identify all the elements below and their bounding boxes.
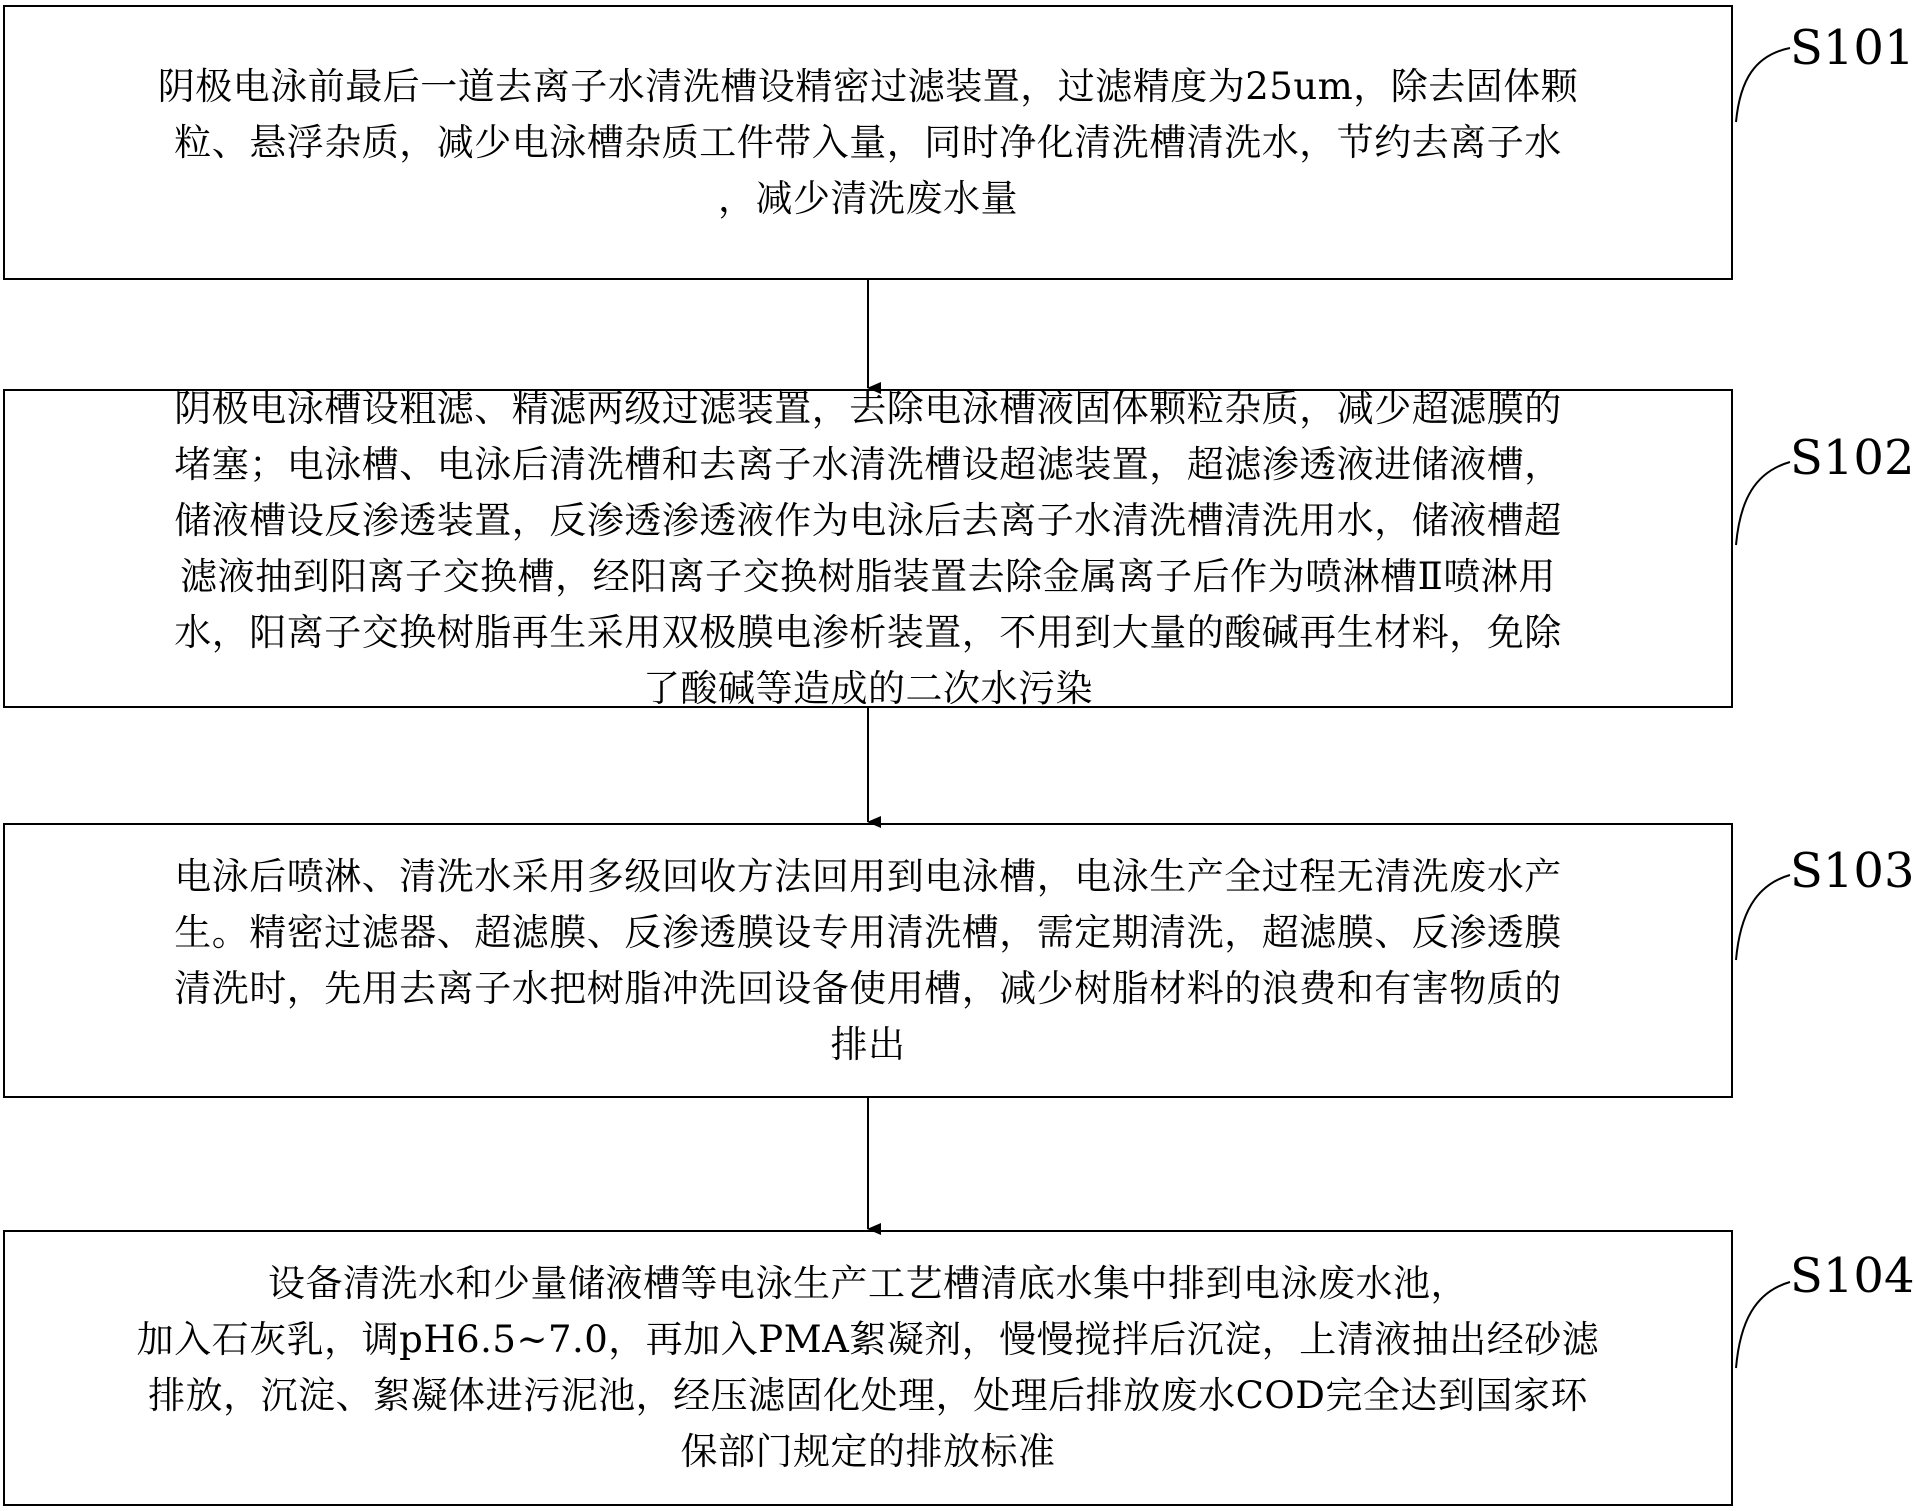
step-text-s102: 阴极电泳槽设粗滤、精滤两级过滤装置，去除电泳槽液固体颗粒杂质，减少超滤膜的 堵塞；电泳槽、电泳后清洗槽和去离子水清洗槽设超滤装置，超滤渗透液进储液槽， 储液槽设反渗透装置，反渗透渗透液作为电泳后去离子水清洗槽清洗用水，储液槽超 滤液抽到阳离子交换槽，经阳离子交换树脂装置去除金属离子后作为喷淋槽Ⅱ喷淋用 水，阳离子交换树脂再生采用双极膜电渗析装置，不用到大量的酸碱再生材料，免除 了酸碱等造成的二次水污染	[174, 386, 1562, 710]
step-box-s103	[3, 823, 1733, 1098]
step-label-s102: S102	[1790, 430, 1915, 486]
step-label-s101: S101	[1790, 20, 1915, 76]
leader-curve-s102	[1736, 462, 1790, 545]
step-text-s101: 阴极电泳前最后一道去离子水清洗槽设精密过滤装置，过滤精度为25um，除去固体颗 粒、悬浮杂质，减少电泳槽杂质工件带入量，同时净化清洗槽清洗水，节约去离子水 ，减少清洗废水量	[157, 64, 1579, 220]
step-text-s103: 电泳后喷淋、清洗水采用多级回收方法回用到电泳槽，电泳生产全过程无清洗废水产 生。精密过滤器、超滤膜、反渗透膜设专用清洗槽，需定期清洗，超滤膜、反渗透膜 清洗时，先用去离子水把树脂冲洗回设备使用槽，减少树脂材料的浪费和有害物质的 排出	[174, 854, 1562, 1066]
leader-curve-s104	[1736, 1282, 1790, 1368]
step-box-s104	[3, 1230, 1733, 1506]
step-label-s104: S104	[1790, 1248, 1915, 1304]
step-label-s103: S103	[1790, 843, 1915, 899]
leader-curve-s103	[1736, 875, 1790, 960]
leader-curve-s101	[1736, 48, 1790, 122]
step-text-s104: 设备清洗水和少量储液槽等电泳生产工艺槽清底水集中排到电泳废水池， 加入石灰乳，调pH6.5~7.0，再加入PMA絮凝剂，慢慢搅拌后沉淀，上清液抽出经砂滤 排放，沉淀、絮凝体进污泥池，经压滤固化处理，处理后排放废水COD完全达到国家环 保部门规定的排放标准	[136, 1262, 1600, 1473]
step-box-s102	[3, 386, 1733, 710]
step-box-s101	[3, 5, 1733, 280]
